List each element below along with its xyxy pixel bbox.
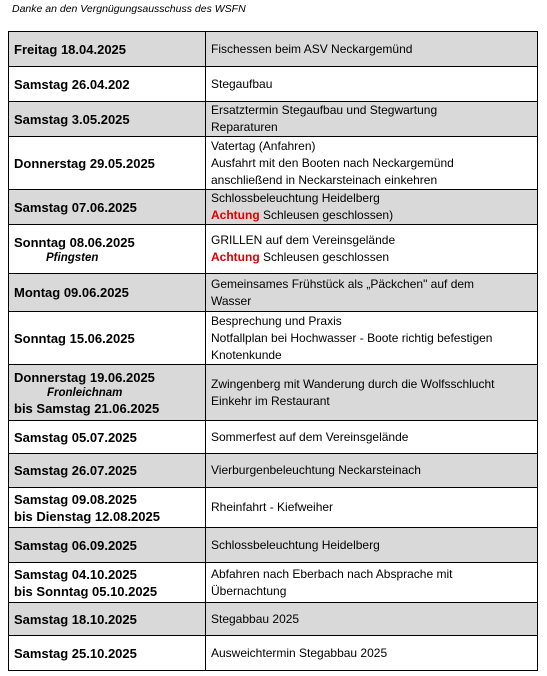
- description-line: anschließend in Neckarsteinach einkehren: [211, 172, 438, 187]
- event-description: [206, 225, 538, 274]
- schedule-row: [9, 603, 538, 636]
- event-description: [206, 274, 538, 312]
- date-text: Samstag 18.10.2025: [14, 611, 137, 627]
- description-line: Stegabbau 2025: [211, 611, 300, 626]
- event-description: [206, 528, 538, 563]
- description-line: Abfahren nach Eberbach nach Absprache mit: [211, 566, 453, 581]
- event-date: [9, 225, 206, 274]
- description-line: Besprechung und Praxis: [211, 313, 342, 328]
- event-date: [9, 603, 206, 636]
- schedule-row: [9, 274, 538, 312]
- event-date: [9, 102, 206, 137]
- description-line: Reparaturen: [211, 120, 278, 134]
- description-line: Ausfahrt mit den Booten nach Neckargemünd: [211, 155, 454, 170]
- schedule-row: [9, 67, 538, 102]
- event-description: [206, 563, 538, 603]
- event-date: [9, 563, 206, 603]
- description-line: Vatertag (Anfahren): [211, 138, 316, 153]
- schedule-row: [9, 488, 538, 528]
- schedule-row: [9, 32, 538, 67]
- event-description: [206, 488, 538, 528]
- date-text: Montag 09.06.2025: [14, 285, 129, 300]
- event-date: [9, 32, 206, 67]
- schedule-row: [9, 312, 538, 365]
- schedule-table: [8, 31, 538, 671]
- description-line: Zwingenberg mit Wanderung durch die Wolfsschlucht: [211, 376, 495, 391]
- description-line: GRILLEN auf dem Vereinsgelände: [211, 233, 396, 247]
- schedule-row: [9, 563, 538, 603]
- date-text: Samstag 26.04.202: [14, 76, 130, 92]
- description-line: Ausweichtermin Stegabbau 2025: [211, 645, 388, 660]
- schedule-row: [9, 225, 538, 274]
- event-date: [9, 488, 206, 528]
- warning-label: Achtung: [211, 208, 260, 222]
- holiday-label: Fronleichnam: [47, 386, 123, 399]
- date-text: Samstag 04.10.2025: [14, 566, 137, 582]
- event-date: [9, 365, 206, 421]
- date-text: Sonntag 15.06.2025: [14, 330, 135, 346]
- event-date: [9, 67, 206, 102]
- event-description: [206, 137, 538, 190]
- event-date: [9, 421, 206, 454]
- date-text: Samstag 09.08.2025: [14, 491, 137, 507]
- event-date: [9, 137, 206, 190]
- page-caption: Danke an den Vergnügungsausschuss des WSFN: [12, 3, 246, 15]
- description-line: Vierburgenbeleuchtung Neckarsteinach: [211, 463, 421, 477]
- description-line: Rheinfahrt - Kiefweiher: [211, 500, 334, 514]
- event-description: [206, 190, 538, 225]
- event-description: [206, 636, 538, 671]
- description-line: Ersatztermin Stegaufbau und Stegwartung: [211, 103, 438, 117]
- schedule-row: [9, 528, 538, 563]
- description-line: Wasser: [211, 293, 252, 308]
- date-text: Samstag 25.10.2025: [14, 645, 137, 661]
- event-description: [206, 603, 538, 636]
- warning-text: Schleusen geschlossen): [259, 208, 394, 222]
- description-line: Fischessen beim ASV Neckargemünd: [211, 41, 413, 56]
- date-text: Samstag 07.06.2025: [14, 199, 137, 215]
- event-description: [206, 32, 538, 67]
- schedule-row: [9, 421, 538, 454]
- event-description: [206, 102, 538, 137]
- event-description: [206, 454, 538, 488]
- event-description: [206, 365, 538, 421]
- date-text: Donnerstag 29.05.2025: [14, 155, 155, 171]
- holiday-label: Pfingsten: [46, 251, 99, 264]
- description-line: Übernachtung: [211, 583, 287, 598]
- event-date: [9, 312, 206, 365]
- date-text: Freitag 18.04.2025: [14, 41, 127, 57]
- description-line: Knotenkunde: [211, 347, 282, 362]
- date-end-text: bis Sonntag 05.10.2025: [14, 583, 158, 599]
- warning-label: Achtung: [211, 250, 260, 264]
- description-line: Notfallplan bei Hochwasser - Boote richtig befestigen: [211, 330, 493, 345]
- date-text: Sonntag 08.06.2025: [14, 234, 135, 250]
- schedule-row: [9, 190, 538, 225]
- schedule-row: [9, 137, 538, 190]
- event-date: [9, 636, 206, 671]
- schedule-row: [9, 102, 538, 137]
- event-date: [9, 190, 206, 225]
- date-text: Samstag 05.07.2025: [14, 429, 137, 445]
- date-text: Samstag 3.05.2025: [14, 111, 130, 127]
- date-end-text: bis Samstag 21.06.2025: [14, 400, 160, 416]
- description-line: Sommerfest auf dem Vereinsgelände: [211, 429, 409, 444]
- description-line: Einkehr im Restaurant: [211, 393, 330, 408]
- description-line: Stegaufbau: [211, 76, 273, 91]
- event-description: [206, 421, 538, 454]
- event-description: [206, 312, 538, 365]
- description-line: Gemeinsames Frühstück als „Päckchen" auf dem: [211, 276, 475, 291]
- schedule-row: [9, 636, 538, 671]
- date-text: Samstag 06.09.2025: [14, 537, 137, 553]
- schedule-row: [9, 454, 538, 488]
- warning-text: Schleusen geschlossen: [259, 250, 390, 264]
- event-date: [9, 528, 206, 563]
- date-text: Donnerstag 19.06.2025: [14, 369, 155, 385]
- event-date: [9, 274, 206, 312]
- date-end-text: bis Dienstag 12.08.2025: [14, 508, 160, 524]
- description-line: Schlossbeleuchtung Heidelberg: [211, 537, 380, 552]
- event-description: [206, 67, 538, 102]
- schedule-row: [9, 365, 538, 421]
- description-line: Schlossbeleuchtung Heidelberg: [211, 191, 380, 205]
- event-date: [9, 454, 206, 488]
- date-text: Samstag 26.07.2025: [14, 463, 137, 478]
